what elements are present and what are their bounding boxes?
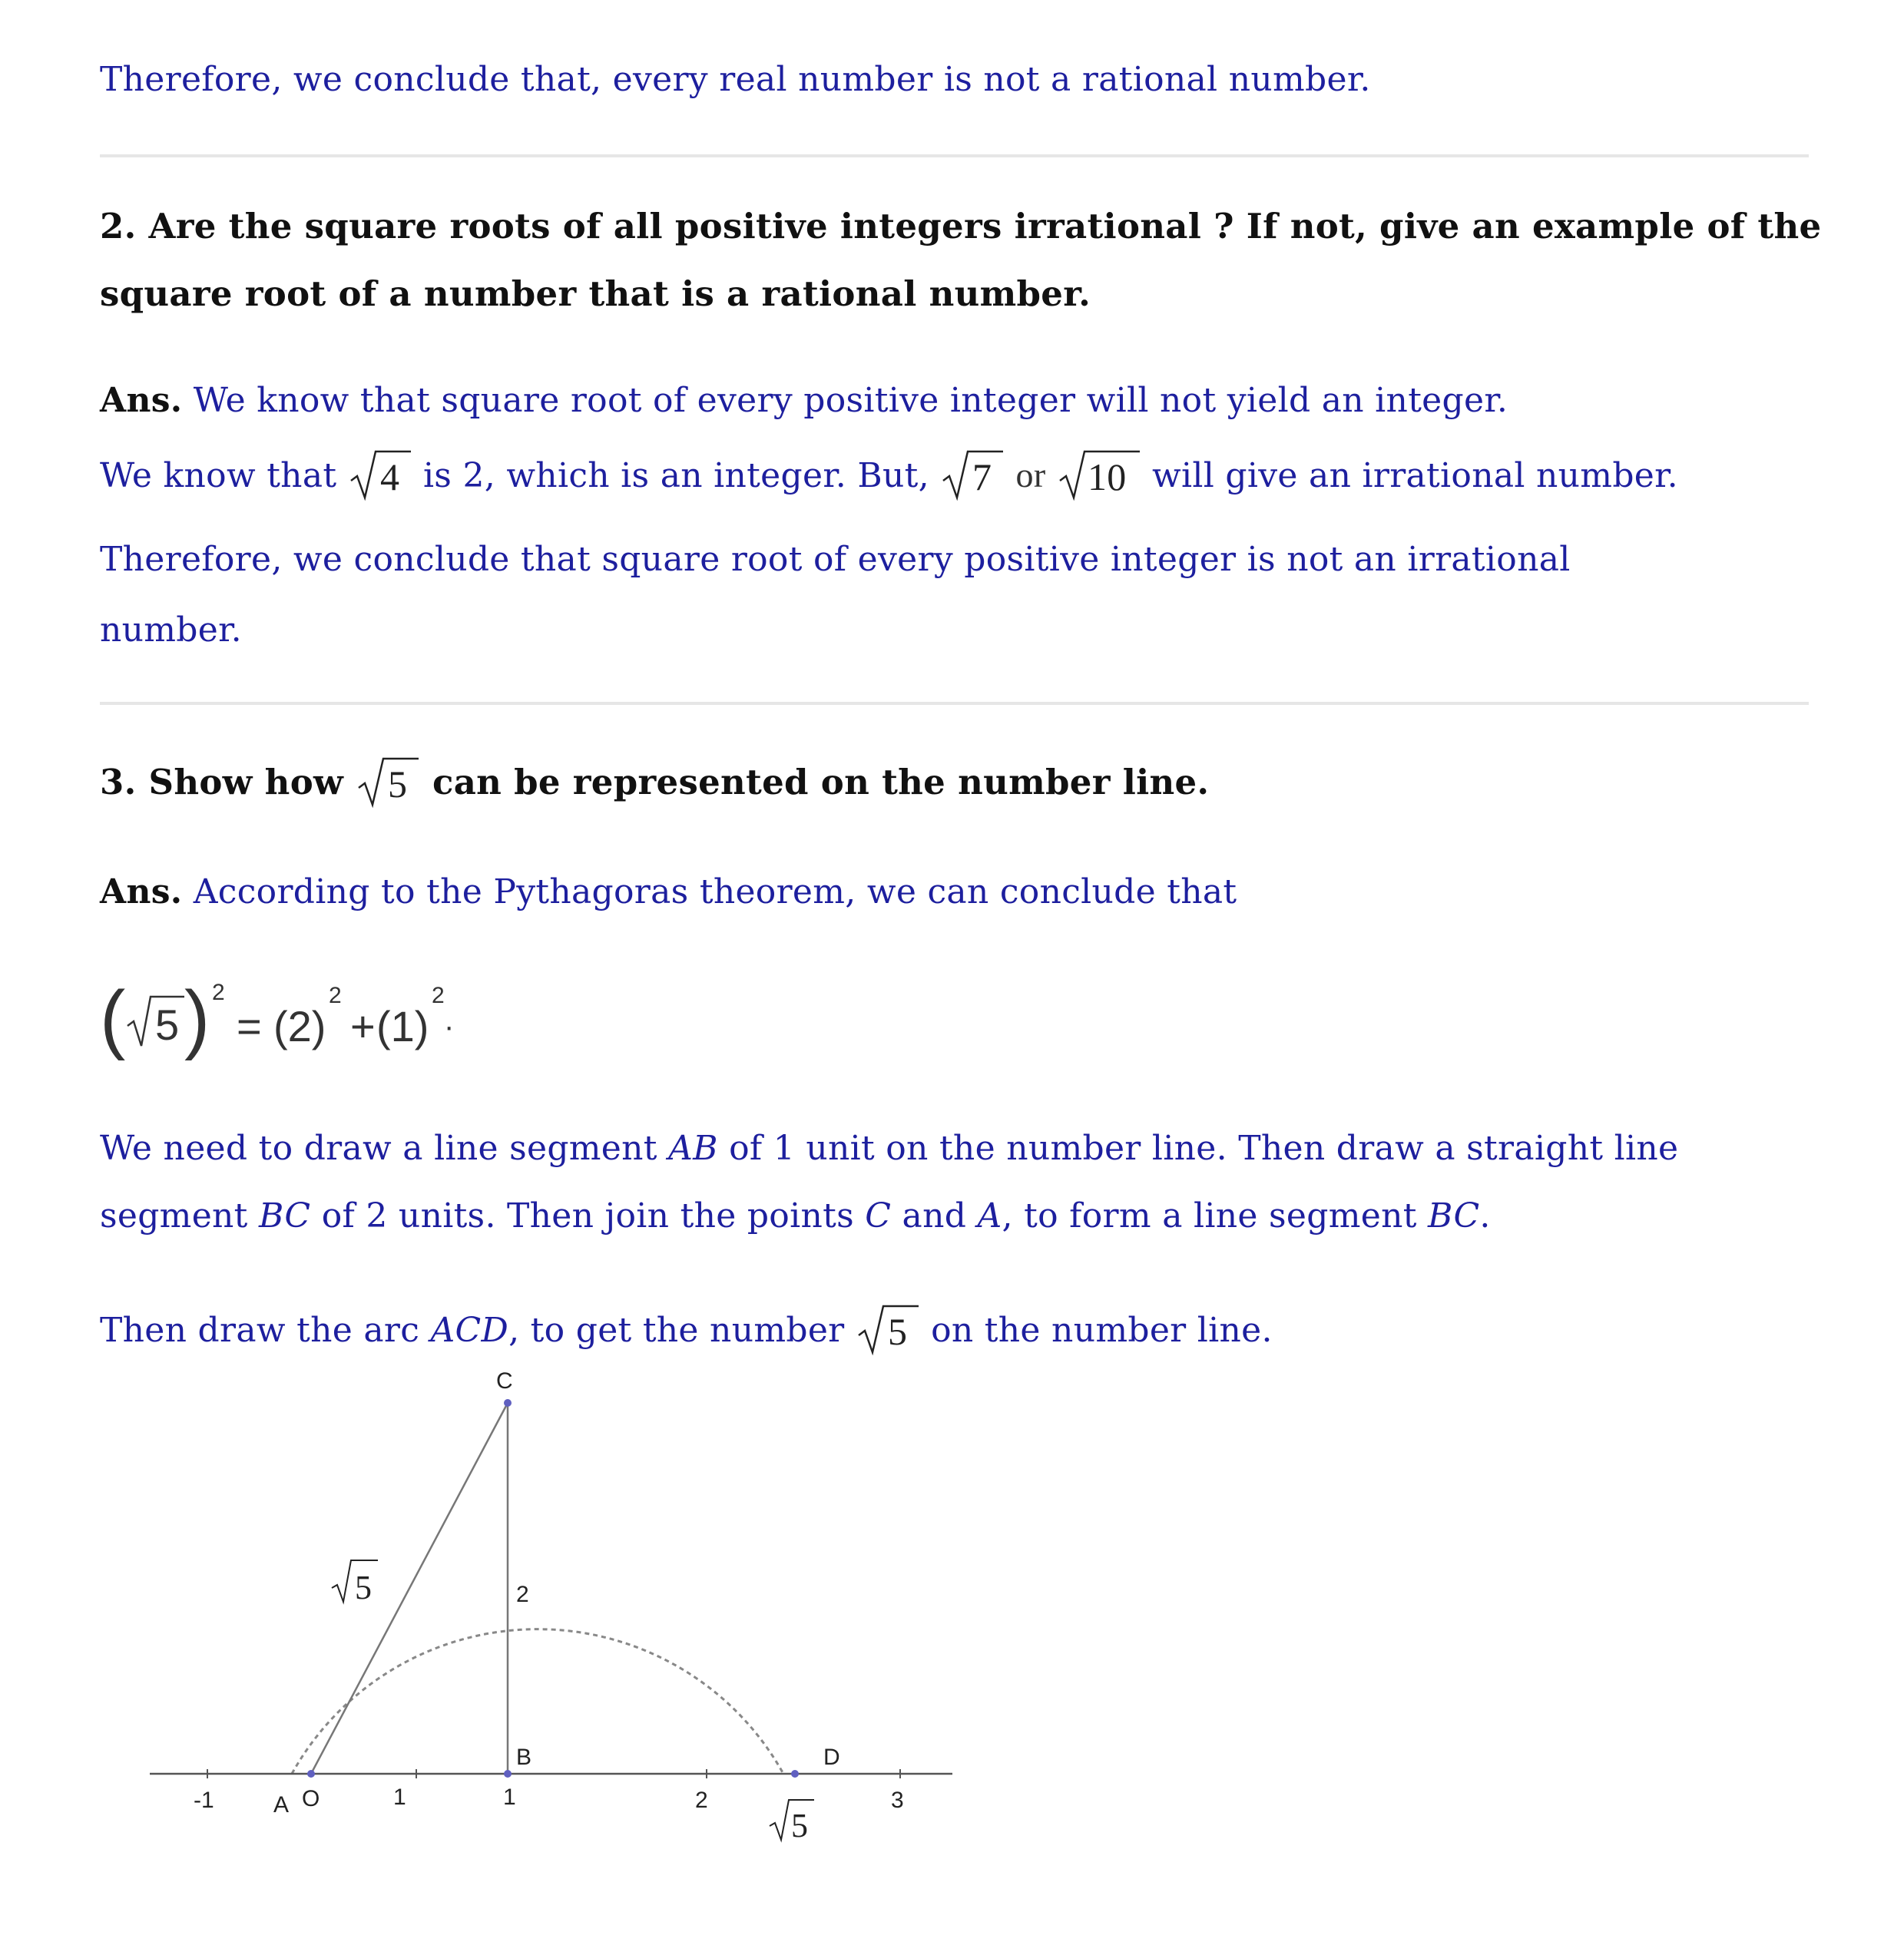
sqrt-sign <box>940 447 1005 501</box>
point-a <box>307 1770 315 1778</box>
question-3 <box>100 754 1209 816</box>
answer-3-intro <box>100 872 1237 911</box>
text-segment: and <box>902 1196 967 1236</box>
text-segment: Then draw the arc <box>100 1311 420 1350</box>
sqrt-5 <box>856 1302 920 1364</box>
divider <box>100 702 1809 705</box>
text-segment: will give an irrational number. <box>1152 456 1678 495</box>
text-segment: is 2, which is an integer. But, <box>422 456 929 495</box>
text-segment: segment <box>100 1196 248 1236</box>
question-2-line-2: square root of a number that is a rational number. <box>100 273 1091 314</box>
answer-2-line-1 <box>100 381 1508 420</box>
label-b: B <box>516 1745 532 1770</box>
sqrt-7 <box>940 447 1005 509</box>
term-1: (1) <box>376 1002 429 1050</box>
or-word: or <box>1015 455 1046 495</box>
equals: = <box>237 1002 262 1050</box>
radicand: 10 <box>1087 455 1127 498</box>
radicand: 4 <box>379 455 399 498</box>
answer-3-paragraph-2 <box>100 1302 1273 1364</box>
text-segment: We need to draw a line segment <box>100 1129 657 1168</box>
plus: + <box>350 1002 376 1050</box>
sqrt-10 <box>1057 447 1141 509</box>
text-segment: We know that <box>100 456 337 495</box>
sqrt-5 <box>356 754 420 816</box>
answer-label: Ans. <box>100 381 183 420</box>
sqrt-sign <box>356 754 420 808</box>
point-d <box>791 1770 799 1778</box>
text-segment: , to get the number <box>508 1311 845 1350</box>
text-segment: , to form a line segment <box>1002 1196 1417 1236</box>
label-c: C <box>496 1368 513 1394</box>
sqrt-sign <box>348 447 412 501</box>
exponent: 2 <box>329 983 342 1008</box>
answer-2-conclusion-line-1: Therefore, we conclude that square root of every positive integer is not an irrational <box>100 540 1571 579</box>
question-2-line-1: 2. Are the square roots of all positive integers irrational ? If not, give an example of the <box>100 206 1822 246</box>
sqrt-sign <box>856 1302 920 1355</box>
var-AB: AB <box>668 1129 718 1168</box>
answer-2-conclusion-line-2: number. <box>100 610 242 650</box>
text-segment: of 1 unit on the number line. Then draw a straight line <box>729 1129 1679 1168</box>
label-d: D <box>823 1745 840 1770</box>
root-radicand: 5 <box>791 1807 808 1844</box>
exponent: 2 <box>212 980 225 1005</box>
point-b <box>504 1770 512 1778</box>
answer-3-paragraph-1-line-2 <box>100 1196 1491 1236</box>
tick-label: 1 <box>393 1785 406 1810</box>
text-segment: can be represented on the number line. <box>432 762 1210 802</box>
radicand: 7 <box>972 455 992 498</box>
tick-label: 2 <box>695 1788 708 1813</box>
label-a: A <box>273 1792 290 1818</box>
exponent: 2 <box>432 983 445 1008</box>
radicand: 5 <box>155 1001 180 1049</box>
equation-graphic <box>100 969 530 1077</box>
text-segment: . <box>1479 1196 1491 1236</box>
answer-2-line-2 <box>100 447 1678 509</box>
arc-acd <box>292 1629 783 1774</box>
divider <box>100 154 1809 157</box>
var-A: A <box>977 1196 1002 1236</box>
number-line-figure <box>123 1359 983 1861</box>
var-ACD: ACD <box>430 1311 509 1350</box>
construction-diagram <box>123 1359 983 1858</box>
sqrt-4 <box>348 447 412 509</box>
var-BC: BC <box>258 1196 311 1236</box>
paragraph-conclusion-real: Therefore, we conclude that, every real number is not a rational number. <box>100 60 1371 99</box>
paren: ) <box>184 975 210 1061</box>
pythagoras-equation <box>100 969 530 1080</box>
point-c <box>504 1399 512 1407</box>
radicand: 5 <box>388 762 408 805</box>
answer-2-text: We know that square root of every positive integer will not yield an integer. <box>193 381 1508 420</box>
segment-ac <box>311 1403 508 1774</box>
text-segment: According to the Pythagoras theorem, we can conclude that <box>193 872 1237 911</box>
label-height: 2 <box>516 1582 529 1607</box>
tick-label: -1 <box>194 1788 214 1813</box>
text-segment: on the number line. <box>931 1311 1273 1350</box>
hyp-radicand: 5 <box>355 1569 372 1606</box>
var-BC: BC <box>1428 1196 1480 1236</box>
tick-label: 3 <box>891 1788 904 1813</box>
text-segment: 3. Show how <box>100 762 344 802</box>
tick-label: 1 <box>503 1785 516 1810</box>
sqrt-sign <box>1057 447 1141 501</box>
var-C: C <box>865 1196 892 1236</box>
answer-3-paragraph-1-line-1 <box>100 1129 1678 1168</box>
label-o: O <box>302 1786 320 1811</box>
dot: · <box>444 1010 455 1044</box>
text-segment: of 2 units. Then join the points <box>321 1196 854 1236</box>
answer-label: Ans. <box>100 872 183 911</box>
radicand: 5 <box>887 1310 908 1353</box>
term-2: (2) <box>273 1002 326 1050</box>
paren: ( <box>100 975 126 1061</box>
